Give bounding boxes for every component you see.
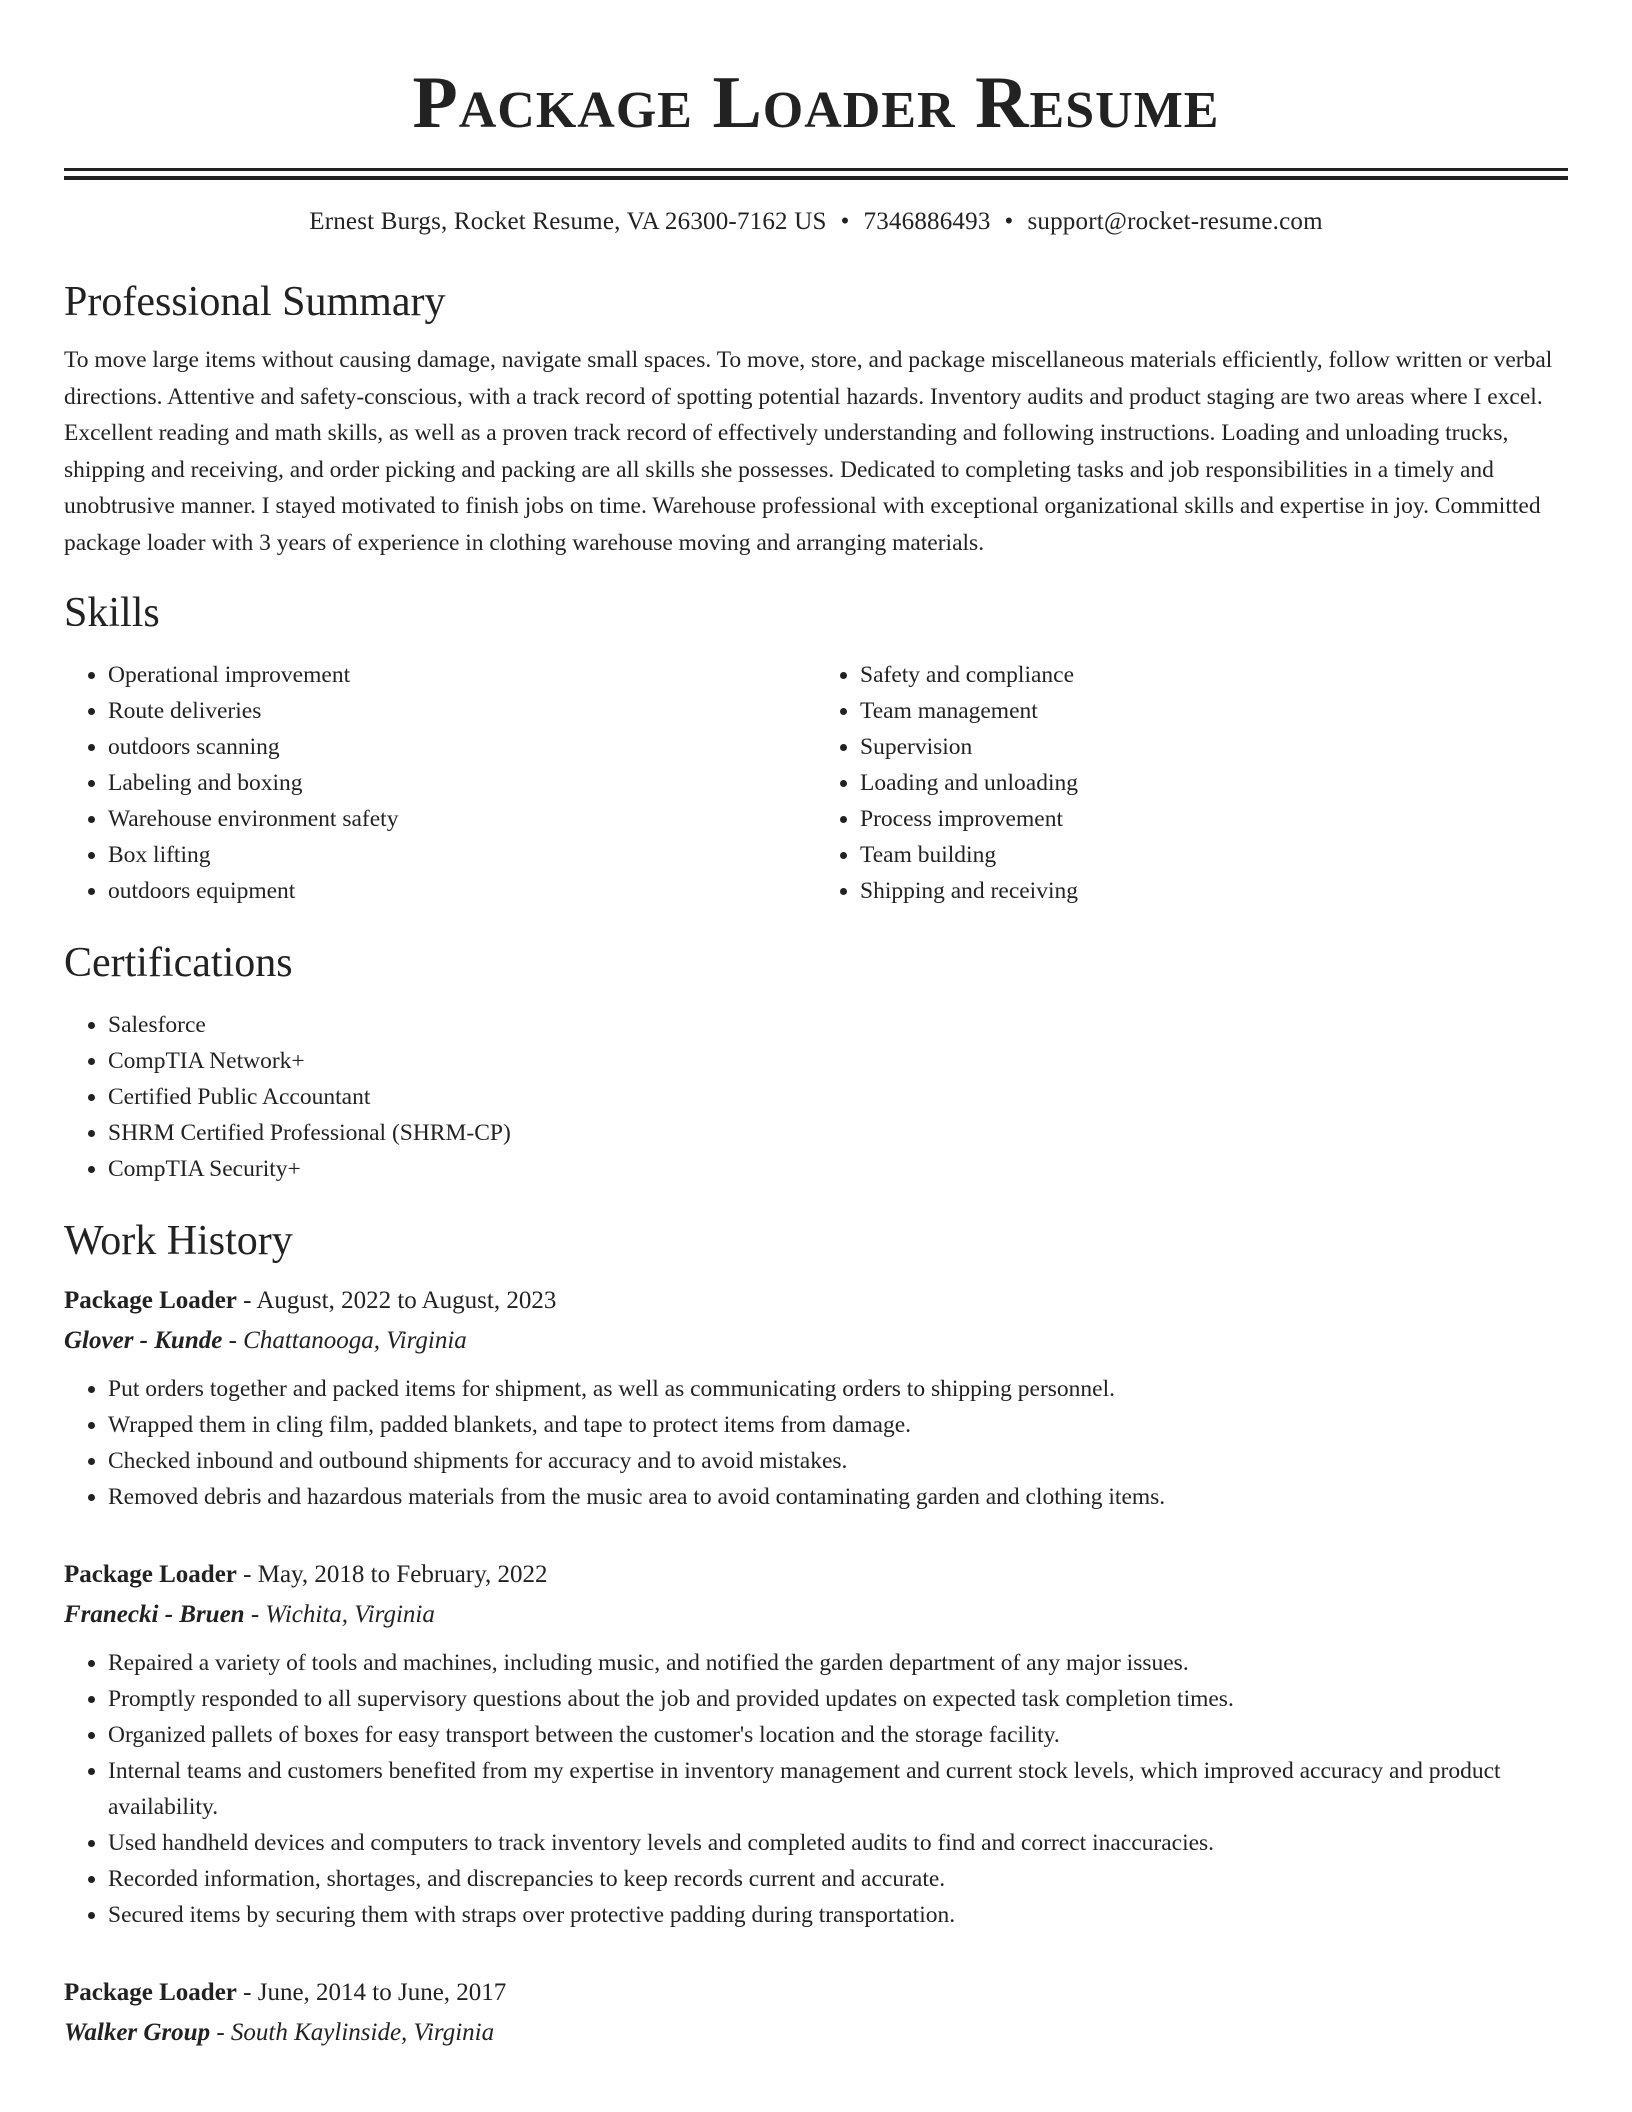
skill-item: • Team building <box>860 837 1568 873</box>
skills-list-left <box>64 657 816 909</box>
certification-item: • SHRM Certified Professional (SHRM-CP) <box>108 1115 1568 1151</box>
job-duty-item: • Repaired a variety of tools and machines, including music, and notified the garden department of any major issues. <box>108 1645 1568 1681</box>
skill-item: • Box lifting <box>108 837 816 873</box>
skill-item: • outdoors equipment <box>108 873 816 909</box>
job-title: Package Loader <box>64 1979 237 2006</box>
job-duty-item: • Secured items by securing them with straps over protective padding during transportation. <box>108 1897 1568 1933</box>
skill-item: • Process improvement <box>860 801 1568 837</box>
skill-item: • Safety and compliance <box>860 657 1568 693</box>
job-duty-item: • Promptly responded to all supervisory questions about the job and provided updates on expected task completion times. <box>108 1681 1568 1717</box>
job-duty-item: • Recorded information, shortages, and discrepancies to keep records current and accurate. <box>108 1861 1568 1897</box>
skill-item: • Warehouse environment safety <box>108 801 816 837</box>
skills-list-right <box>816 657 1568 909</box>
job-duty-item: • Checked inbound and outbound shipments for accuracy and to avoid mistakes. <box>108 1443 1568 1479</box>
contact-line <box>64 206 1568 238</box>
skill-item: • Operational improvement <box>108 657 816 693</box>
contact-phone: 7346886493 <box>863 208 991 235</box>
section-heading-summary: Professional Summary <box>64 279 446 325</box>
job-title-line <box>64 1281 1568 1321</box>
job-dates: - May, 2018 to February, 2022 <box>236 1561 548 1588</box>
job-employer: Walker Group <box>64 2019 211 2046</box>
job-employer-line <box>64 2013 1568 2053</box>
job-title: Package Loader <box>64 1287 237 1314</box>
job-duty-item: • Organized pallets of boxes for easy transport between the customer's location and the storage facility. <box>108 1717 1568 1753</box>
job-duty-item: • Internal teams and customers benefited from my expertise in inventory management and current stock levels, which improved accuracy and product availability. <box>108 1753 1568 1825</box>
job-employer-line <box>64 1321 1568 1361</box>
skill-item: • Route deliveries <box>108 693 816 729</box>
contact-separator: • <box>1004 208 1014 235</box>
contact-separator: • <box>840 208 850 235</box>
job-duty-item: • Wrapped them in cling film, padded blankets, and tape to protect items from damage. <box>108 1407 1568 1443</box>
section-heading-work-history: Work History <box>64 1218 293 1264</box>
job-duty-item: • Put orders together and packed items for shipment, as well as communicating orders to shipping personnel. <box>108 1371 1568 1407</box>
job-title: Package Loader <box>64 1561 237 1588</box>
title-divider-bottom <box>64 176 1568 180</box>
job-title-line <box>64 1973 1568 2013</box>
job-duties-list <box>64 1371 1568 1515</box>
skills-columns <box>64 657 1568 909</box>
job-location: - Wichita, Virginia <box>244 1601 435 1628</box>
job-location: - South Kaylinside, Virginia <box>210 2019 495 2046</box>
skill-item: • Team management <box>860 693 1568 729</box>
summary-paragraph: To move large items without causing damage, navigate small spaces. To move, store, and package miscellaneous materials efficiently, follow written or verbal directions. Attentive and safety-conscious, with a track record of spotting potential hazards. Inventory audits and product staging are two areas where I excel. Excellent reading and math skills, as well as a proven track record of effectively understanding and following instructions. Loading and unloading trucks, shipping and receiving, and order picking and packing are all skills she possesses. Dedicated to completing tasks and job responsibilities in a timely and unobtrusive manner. I stayed motivated to finish jobs on time. Warehouse professional with exceptional organizational skills and expertise in joy. Committed package loader with 3 years of experience in clothing warehouse moving and arranging materials. <box>64 347 1553 556</box>
skill-item: • Loading and unloading <box>860 765 1568 801</box>
job-duties-list <box>64 1645 1568 1933</box>
job-entry <box>64 1973 1568 2053</box>
job-entry <box>64 1281 1568 1515</box>
job-title-line <box>64 1555 1568 1595</box>
job-entry <box>64 1555 1568 1933</box>
skill-item: • Supervision <box>860 729 1568 765</box>
skill-item: • outdoors scanning <box>108 729 816 765</box>
job-dates: - June, 2014 to June, 2017 <box>236 1979 507 2006</box>
resume-title: Package Loader Resume <box>412 62 1220 144</box>
certification-item: • CompTIA Security+ <box>108 1151 1568 1187</box>
skill-item: • Shipping and receiving <box>860 873 1568 909</box>
job-location: - Chattanooga, Virginia <box>222 1327 467 1354</box>
title-divider-top <box>64 168 1568 171</box>
section-heading-certifications: Certifications <box>64 940 293 986</box>
certifications-list <box>64 1007 1568 1187</box>
contact-address: Ernest Burgs, Rocket Resume, VA 26300-7162 US <box>309 208 827 235</box>
resume-page <box>64 0 1568 2053</box>
certification-item: • Certified Public Accountant <box>108 1079 1568 1115</box>
job-duty-item: • Used handheld devices and computers to track inventory levels and completed audits to find and correct inaccuracies. <box>108 1825 1568 1861</box>
contact-email: support@rocket-resume.com <box>1027 208 1323 235</box>
job-employer: Franecki - Bruen <box>64 1601 245 1628</box>
job-employer-line <box>64 1595 1568 1635</box>
certification-item: • CompTIA Network+ <box>108 1043 1568 1079</box>
job-employer: Glover - Kunde <box>64 1327 223 1354</box>
job-dates: - August, 2022 to August, 2023 <box>236 1287 557 1314</box>
skill-item: • Labeling and boxing <box>108 765 816 801</box>
section-heading-skills: Skills <box>64 590 160 636</box>
certification-item: • Salesforce <box>108 1007 1568 1043</box>
work-history-list <box>64 1281 1568 2053</box>
job-duty-item: • Removed debris and hazardous materials from the music area to avoid contaminating garden and clothing items. <box>108 1479 1568 1515</box>
